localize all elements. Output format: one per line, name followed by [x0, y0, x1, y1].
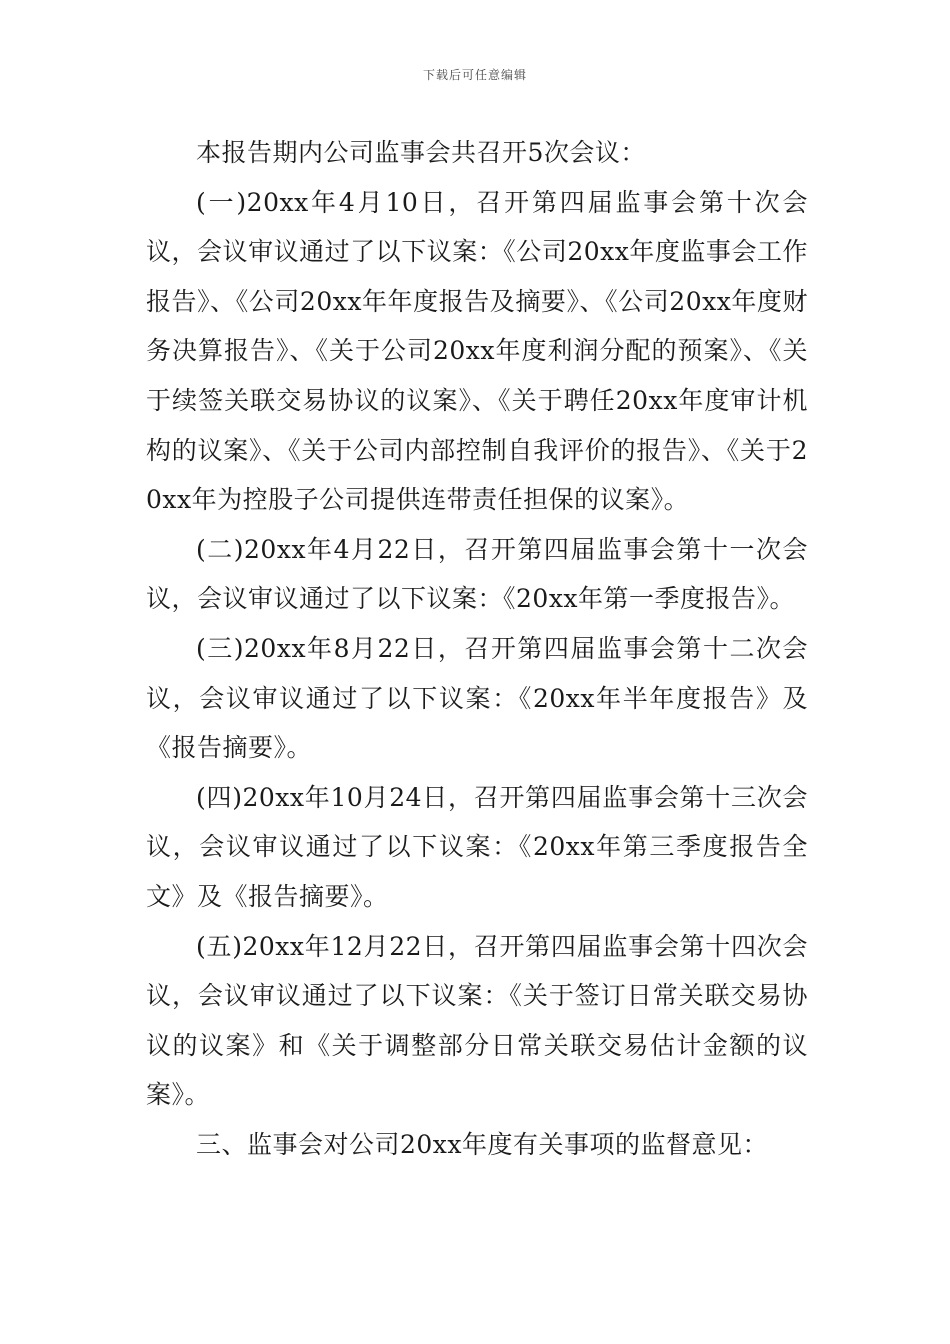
- paragraph-meeting-1: (一)20xx年4月10日，召开第四届监事会第十次会议，会议审议通过了以下议案：《公司20xx年度监事会工作报告》、《公司20xx年年度报告及摘要》、《公司20xx年度财务决算报告》、《关于公司20xx年度利润分配的预案》、《关于续签关联交易协议的议案》、《关于聘任20xx年度审计机构的议案》、《关于公司内部控制自我评价的报告》、《关于20xx年为控股子公司提供连带责任担保的议案》。: [146, 187, 808, 515]
- header-note: 下载后可任意编辑: [422, 68, 527, 82]
- section-heading-supervision-opinions: 三、监事会对公司20xx年度有关事项的监督意见：: [196, 1129, 769, 1159]
- paragraph-meeting-5: (五)20xx年12月22日，召开第四届监事会第十四次会议，会议审议通过了以下议案：《关于签订日常关联交易协议的议案》和《关于调整部分日常关联交易估计金额的议案》。: [146, 931, 808, 1110]
- paragraph-meeting-4: (四)20xx年10月24日，召开第四届监事会第十三次会议，会议审议通过了以下议案：《20xx年第三季度报告全文》及《报告摘要》。: [146, 782, 808, 911]
- paragraph-meeting-summary: 本报告期内公司监事会共召开5次会议：: [196, 138, 646, 167]
- paragraph-meeting-2: (二)20xx年4月22日，召开第四届监事会第十一次会议，会议审议通过了以下议案：《20xx年第一季度报告》。: [146, 534, 808, 614]
- paragraph-meeting-3: (三)20xx年8月22日，召开第四届监事会第十二次会议，会议审议通过了以下议案：《20xx年半年度报告》及《报告摘要》。: [146, 633, 808, 763]
- document-body: [146, 128, 808, 1169]
